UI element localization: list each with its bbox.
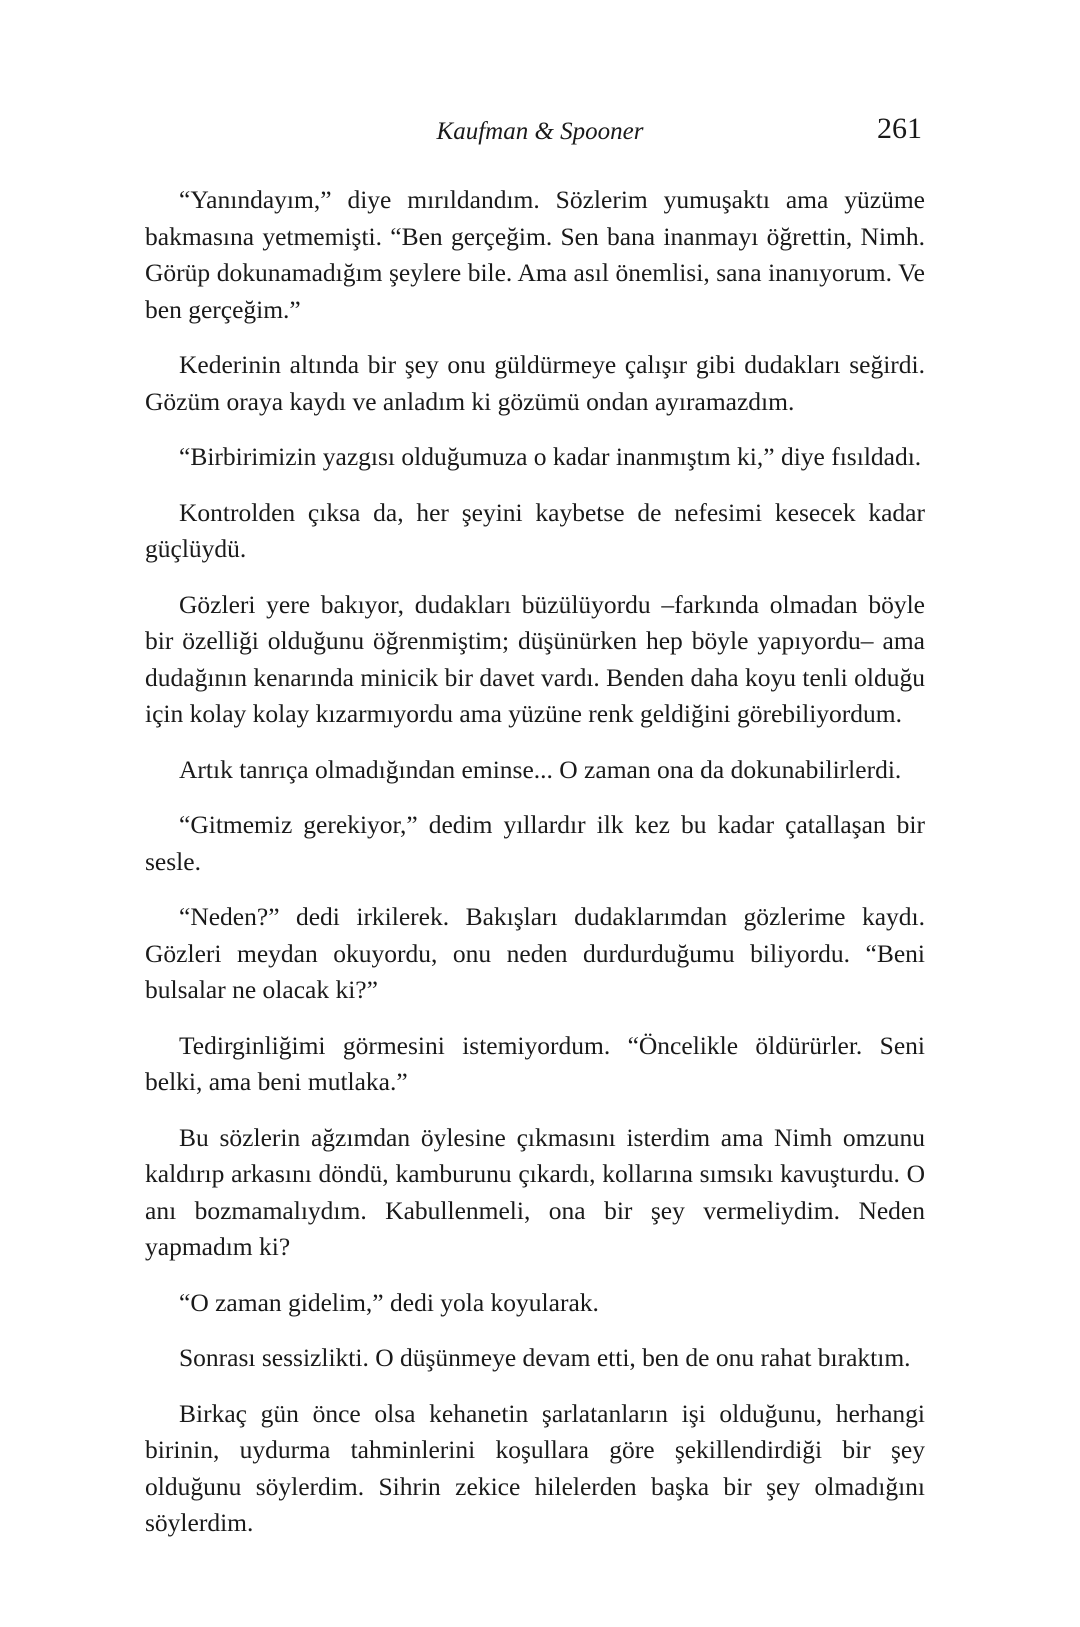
paragraph: Kederinin altında bir şey onu güldürmeye çalışır gibi dudakları seğirdi. Gözüm oraya kaydı ve anladım ki gözümü ondan ayıramazdım.	[145, 350, 925, 416]
page-number: 261	[877, 112, 922, 145]
paragraph: Kontrolden çıksa da, her şeyini kaybetse de nefesimi kesecek kadar güçlüydü.	[145, 497, 925, 563]
paragraph: “Neden?” dedi irkilerek. Bakışları dudaklarımdan gözlerime kaydı. Gözleri meydan okuyordu, onu neden durdurduğumu biliyordu. “Beni bulsalar ne olacak ki?”	[145, 902, 925, 1004]
body-text	[145, 182, 925, 1561]
paragraph: Birkaç gün önce olsa kehanetin şarlatanların işi olduğunu, herhangi birinin, uydurma tahminlerini koşullara göre şekillendirdiği bir şey olduğunu söylerdim. Sihrin zekice hilelerden başka bir şey olmadığını söylerdim.	[145, 1398, 925, 1537]
paragraph: “O zaman gidelim,” dedi yola koyularak.	[179, 1287, 599, 1317]
paragraph: Gözleri yere bakıyor, dudakları büzülüyordu –farkında olmadan böyle bir özelliği olduğunu öğrenmiştim; düşünürken hep böyle yapıyordu– ama dudağının kenarında minicik bir davet vardı. Benden daha koyu tenli olduğu için kolay kolay kızarmıyordu ama yüzüne renk geldiğini görebiliyordum.	[145, 589, 925, 728]
paragraph: “Gitmemiz gerekiyor,” dedim yıllardır ilk kez bu kadar çatallaşan bir sesle.	[145, 810, 925, 876]
paragraph: Sonrası sessizlikti. O düşünmeye devam etti, ben de onu rahat bıraktım.	[179, 1343, 911, 1372]
paragraph: Artık tanrıça olmadığından eminse... O zaman ona da dokunabilirlerdi.	[179, 754, 902, 784]
paragraph: “Birbirimizin yazgısı olduğumuza o kadar inanmıştım ki,” diye fısıldadı.	[179, 442, 922, 471]
running-title: Kaufman & Spooner	[436, 118, 644, 145]
paragraph: Bu sözlerin ağzımdan öylesine çıkmasını isterdim ama Nimh omzunu kaldırıp arkasını döndü, kamburunu çıkardı, kollarına sımsıkı kavuşturdu. O anı bozmamalıydım. Kabullenmeli, ona bir şey vermeliydim. Neden yapmadım ki?	[145, 1122, 925, 1261]
paragraph: “Yanındayım,” diye mırıldandım. Sözlerim yumuşaktı ama yüzüme bakmasına yetmemişti. “Ben gerçeğim. Sen bana inanmayı öğrettin, Nimh. Görüp dokunamadığım şeylere bile. Ama asıl önemlisi, sana inanıyorum. Ve ben gerçeğim.”	[145, 185, 925, 324]
paragraph: Tedirginliğimi görmesini istemiyordum. “Öncelikle öldürürler. Seni belki, ama beni mutlaka.”	[145, 1030, 925, 1096]
page-header	[0, 112, 1080, 152]
